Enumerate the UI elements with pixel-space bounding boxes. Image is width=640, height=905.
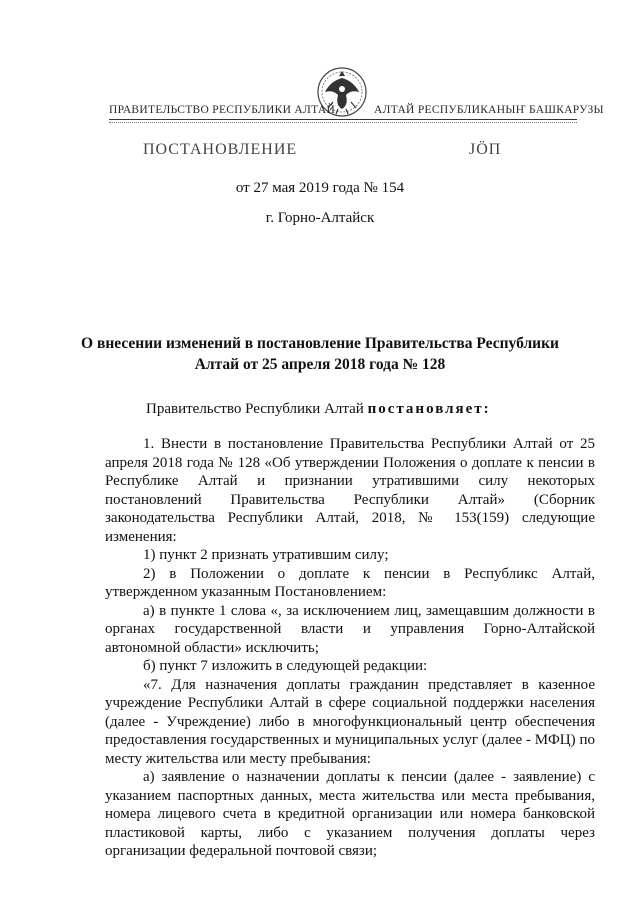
paragraph-6: «7. Для назначения доплаты гражданин представляет в казенное учреждение Республики Алтай в сфере социальной поддержки населения (далее - Учреждение) либо в многофункциональный центр обеспечения предоставления государственных и муниципальных услуг (далее - МФЦ) по месту жительства или месту пребывания: — [105, 676, 595, 767]
decree-date: от 27 мая 2019 года № 154 — [235, 180, 405, 196]
decree-label-altai: ЈӦП — [469, 141, 502, 158]
intro-subject: Правительство Республики Алтай — [146, 401, 364, 417]
header-divider — [109, 119, 577, 120]
paragraph-5: б) пункт 7 изложить в следующей редакции: — [143, 658, 428, 674]
org-name-altai: АЛТАЙ РЕСПУБЛИКАНЫҤ БАШКАРУЗЫ — [374, 104, 604, 116]
paragraph-1: 1. Внести в постановление Правительства Республики Алтай от 25 апреля 2018 года № 128 «Об утверждении Положения о доплате к пенсии в Республике Алтай и признании утратившими силу некоторых постановлений Правительства Республики Алтай» (Сборник законодательства Республики Алтай, 2018, № 153(159) следующие изменения: — [105, 436, 595, 545]
paragraph-4: а) в пункте 1 слова «, за исключением лиц, замещавшим должности в органах государственной власти и управления Горно-Алтайской автономной области» исключить; — [105, 602, 595, 656]
org-name-russian: ПРАВИТЕЛЬСТВО РЕСПУБЛИКИ АЛТАЙ — [109, 104, 336, 116]
decree-label-russian: ПОСТАНОВЛЕНИЕ — [143, 141, 298, 158]
decree-city: г. Горно-Алтайск — [265, 210, 375, 226]
intro-line — [146, 401, 491, 418]
document-title — [80, 333, 560, 375]
paragraph-7: а) заявление о назначении доплаты к пенсии (далее - заявление) с указанием паспортных данных, места жительства или места пребывания, номера лицевого счета в кредитной организации или номера банковской пластиковой карты, либо с указанием получения доплаты через организации федеральной почтовой связи; — [105, 769, 595, 859]
header-divider-dotted — [109, 122, 577, 123]
paragraph-3: 2) в Положении о доплате к пенсии в Республикс Алтай, утвержденном указанным Постановлением: — [105, 565, 595, 600]
paragraph-2: 1) пункт 2 признать утратившим силу; — [143, 547, 389, 563]
title-line-1: О внесении изменений в постановление Правительства Республики — [81, 335, 559, 352]
intro-verb: постановляет: — [367, 401, 491, 417]
document-body — [105, 435, 595, 861]
title-line-2: Алтай от 25 апреля 2018 года № 128 — [194, 356, 446, 373]
